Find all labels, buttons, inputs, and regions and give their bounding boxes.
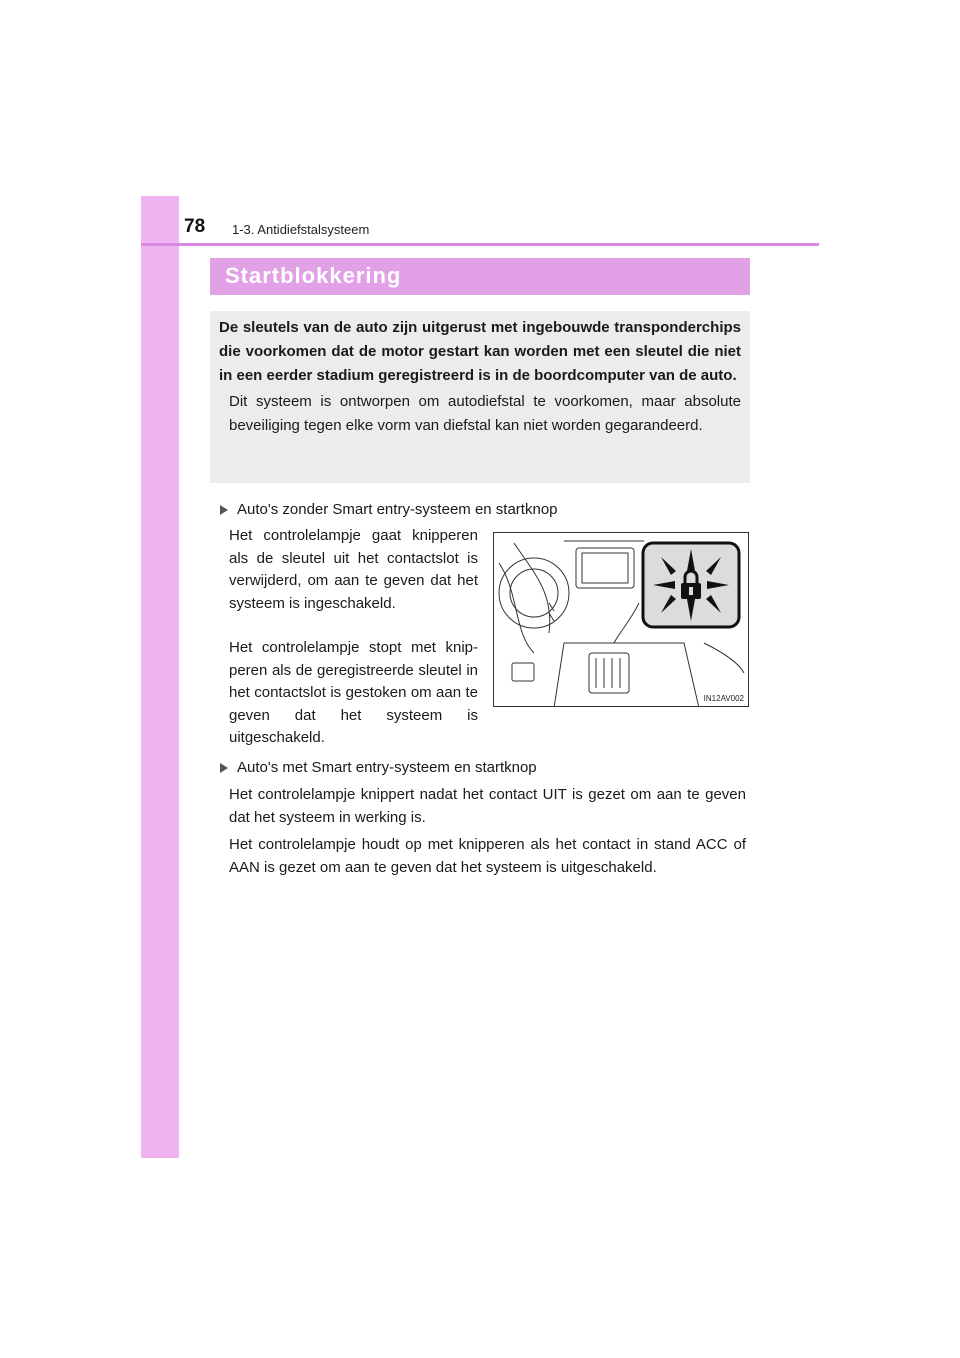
triangle-bullet-icon bbox=[220, 763, 228, 773]
subheading-no-smart-entry bbox=[220, 500, 558, 520]
paragraph: Het controlelampje houdt op met knipperen als het contact in stand ACC of AAN is gezet om aan te geven dat het systeem is uitgeschakeld. bbox=[229, 836, 746, 876]
triangle-bullet-icon bbox=[220, 505, 228, 515]
intro-bold-text: De sleutels van de auto zijn uitgerust met ingebouwde transponderchips die voorkomen dat de motor gestart kan worden met een sleutel die niet in een eerder stadium geregistreerd is in de boordcomputer van de auto. bbox=[219, 319, 741, 384]
subheading-text: Auto's zonder Smart entry-systeem en startknop bbox=[237, 501, 558, 518]
subheading-text: Auto's met Smart entry-systeem en startknop bbox=[237, 759, 537, 776]
paragraph: Het controlelampje knippert nadat het contact UIT is gezet om aan te geven dat het systeem in werking is. bbox=[229, 786, 746, 826]
chapter-tab-band bbox=[141, 196, 179, 1158]
lock-indicator-icon bbox=[641, 541, 741, 629]
header-rule bbox=[141, 243, 819, 246]
section-title: Startblokkering bbox=[225, 263, 402, 288]
figure-code: IN12AV002 bbox=[703, 694, 744, 703]
running-head: 1-3. Antidiefstalsysteem bbox=[232, 222, 370, 237]
paragraph: Het controlelampje gaat knipperen als de sleutel uit het contactslot is verwijderd, om aan te geven dat het systeem is ingeschakeld. bbox=[229, 527, 478, 612]
paragraph: Het controlelampje stopt met knipperen als de geregistreerde sleutel in het contactslot is gestoken om aan te geven dat het systeem is uitgeschakeld. bbox=[229, 639, 478, 746]
page-number: 78 bbox=[184, 216, 206, 237]
section-title-bar bbox=[210, 258, 750, 295]
intro-box bbox=[210, 311, 750, 483]
intro-note-text: Dit systeem is ontworpen om autodiefstal te voorkomen, maar absolute beveiliging tegen elke vorm van diefstal kan niet worden gegarandeerd. bbox=[229, 393, 741, 434]
subheading-smart-entry bbox=[220, 758, 537, 778]
dashboard-illustration bbox=[493, 532, 749, 707]
